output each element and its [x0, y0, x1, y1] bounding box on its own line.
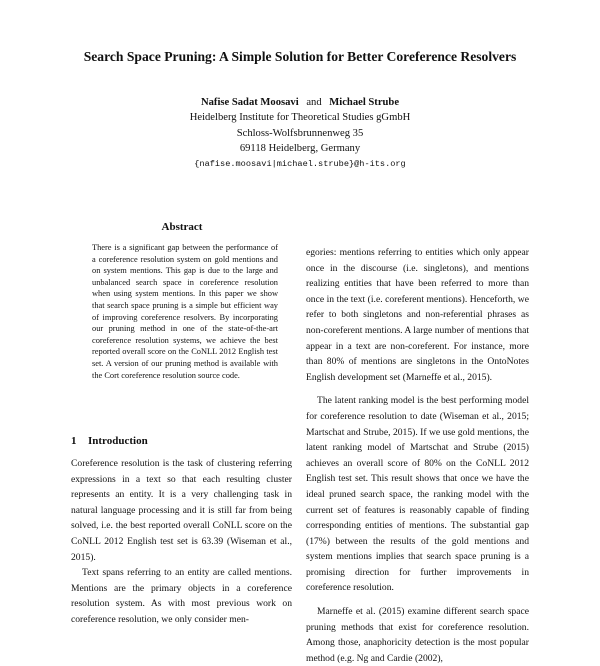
abstract-text [92, 242, 278, 381]
right-column-body [306, 245, 529, 666]
intro-paragraph-2: Text spans referring to an entity are called mentions. Mentions are the primary objects in a coreference resolution system. As with most previous work on coreference resolution, we only consider men- [71, 567, 292, 625]
right-paragraph-3: Marneffe et al. (2015) examine different search space pruning methods that exist for coreference resolution. Among those, anaphoricity detection is the most popular method (e.g. Ng and Cardie (2002), [306, 606, 529, 664]
section-heading-introduction [71, 435, 291, 447]
right-paragraph-2: The latent ranking model is the best performing model for coreference resolution to date (Wiseman et al., 2015; Martschat and Strube, 2015). If we use gold mentions, the latent ranking model of Martschat and Strube (2015) achieves an overall score of 80% on the CoNLL 2012 English test set. This result shows that once we have the ideal pruned search space, the ranking model with the current set of features is reasonably capable of finding corresponding entities of mentions. The substantial gap (17%) between the results of the gold mentions and system mentions implies that search space pruning is a promising direction for further improvements in coreference resolution. [306, 395, 529, 594]
abstract-heading: Abstract [161, 221, 203, 233]
author-conjunction: and [306, 97, 322, 108]
abstract-paragraph: There is a significant gap between the performance of a coreference resolution system on gold mentions and on system mentions. This gap is due to the large and unbalanced search space in coreference resolution when using system mentions. In this paper we show that search space pruning is a simple but efficient way of improving coreference resolvers. By incorporating our pruning method in one of the state-of-the-art coreference resolution systems, we achieve the best reported overall score on the CoNLL 2012 English test set. A version of our pruning method is available with the Cort coreference resolution source code. [92, 243, 278, 380]
author-name-2: Michael Strube [329, 97, 400, 108]
author-block [0, 95, 600, 172]
section-title: Introduction [88, 435, 148, 447]
right-paragraph-1: egories: mentions referring to entities which only appear once in the discourse (i.e. singletons), and mentions realizing entities that have been referred to more than once in the text (i.e. coreferent mentions). Henceforth, we refer to both singletons and non-referential phrases as non-coreferent mentions. A large number of mentions that appear in a text are non-coreferent. For instance, more than 80% of mentions are singletons in the OntoNotes English development set (Marneffe et al., 2015). [306, 247, 529, 383]
affiliation: Heidelberg Institute for Theoretical Studies gGmbH [189, 112, 411, 124]
address-city: 69118 Heidelberg, Germany [239, 143, 361, 155]
address-street: Schloss-Wolfsbrunnenweg 35 [236, 127, 364, 139]
paper-title: Search Space Pruning: A Simple Solution for Better Coreference Resolvers [83, 49, 517, 64]
intro-paragraph-1: Coreference resolution is the task of clustering referring expressions in a text so that each resulting cluster represents an entity. It is a very challenging task in natural language processing and it is still far from being solved, i.e. the best reported overall CoNLL score on the CoNLL 2012 English test set is 63.39 (Wiseman et al., 2015). [71, 458, 292, 563]
author-name-1: Nafise Sadat Moosavi [200, 97, 299, 108]
section-number: 1 [71, 435, 77, 447]
author-email: {nafise.moosavi|michael.strube}@h-its.org [194, 158, 406, 169]
left-column-body [71, 456, 292, 628]
author-names [0, 95, 600, 110]
